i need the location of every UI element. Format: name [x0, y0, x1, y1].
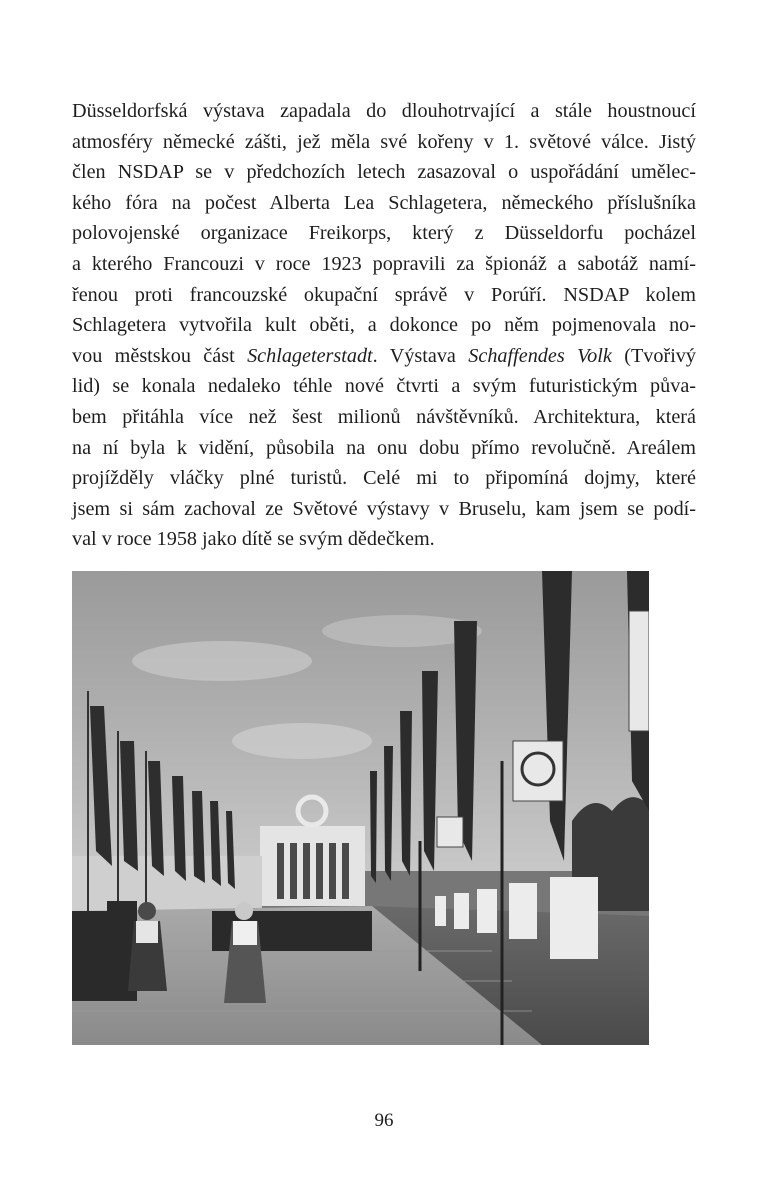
body-text: [72, 96, 696, 555]
text-run: na ní byla k vidění, působila na onu dobu přímo revolučně. Areálem: [72, 436, 696, 459]
text-line: [72, 249, 696, 280]
text-run: člen NSDAP se v předchozích letech zasazoval o uspořádání umělec-: [72, 161, 696, 184]
text-run: val v roce 1958 jako dítě se svým dědečkem.: [72, 528, 435, 551]
italic-term: Schlageterstadt: [247, 344, 373, 367]
text-line: [72, 157, 696, 188]
text-run: . Výstava: [372, 344, 469, 367]
text-line: [72, 371, 696, 402]
text-run: kého fóra na počest Alberta Lea Schlagetera, německého příslušníka: [72, 191, 696, 214]
page-number: 96: [374, 1110, 394, 1131]
text-run: jsem si sám zachoval ze Světové výstavy v Bruselu, kam jsem se podí-: [72, 497, 696, 520]
exhibition-photo: [72, 571, 649, 1045]
text-line: [72, 280, 696, 311]
text-line: [72, 310, 696, 341]
text-line: [72, 524, 696, 555]
text-run: atmosféry německé zášti, jež měla své kořeny v 1. světové válce. Jistý: [72, 130, 696, 153]
text-run: bem přitáhla více než šest milionů návštěvníků. Architektura, která: [72, 405, 696, 428]
italic-term: Schaffendes Volk: [468, 344, 612, 367]
text-line: [72, 494, 696, 525]
text-run: polovojenské organizace Freikorps, který z Düsseldorfu pocházel: [72, 222, 696, 245]
text-run: projížděly vláčky plné turistů. Celé mi to připomíná dojmy, které: [72, 467, 696, 490]
text-line: [72, 402, 696, 433]
text-line: [72, 127, 696, 158]
text-line: [72, 218, 696, 249]
text-run: Schlagetera vytvořila kult oběti, a dokonce po něm pojmenovala no-: [72, 314, 696, 337]
exhibition-photo-drawing: [72, 571, 649, 1045]
text-run: řenou proti francouzské okupační správě v Porúří. NSDAP kolem: [72, 283, 696, 306]
text-run: lid) se konala nedaleko téhle nové čtvrti a svým futuristickým půva-: [72, 375, 696, 398]
text-run: vou městskou část: [72, 344, 248, 367]
text-run: Düsseldorfská výstava zapadala do dlouhotrvající a stále houstnoucí: [72, 100, 696, 122]
text-line: [72, 463, 696, 494]
text-run: a kterého Francouzi v roce 1923 popravili za špionáž a sabotáž namí-: [72, 252, 696, 275]
text-line: [72, 96, 696, 127]
text-line: [72, 188, 696, 219]
text-line: [72, 433, 696, 464]
text-run: (Tvořivý: [611, 344, 696, 367]
text-line: [72, 341, 696, 372]
